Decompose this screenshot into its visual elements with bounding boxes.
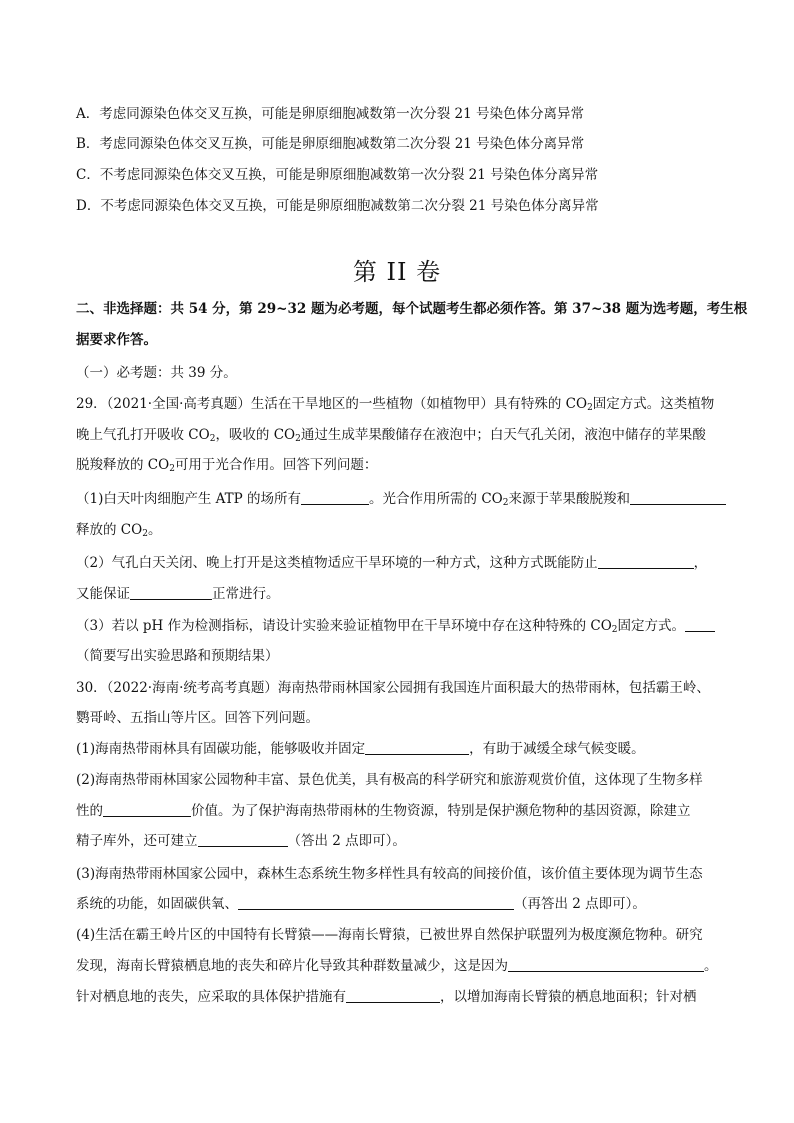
q30-part4-line2: 发现，海南长臂猿栖息地的丧失和碎片化导致其种群数量减少，这是因为 。: [76, 958, 718, 974]
q30-part2-line1: (2)海南热带雨林国家公园物种丰富、景色优美，具有极高的科学研究和旅游观赏价值，这体现了生物多样: [76, 772, 703, 788]
answer-blank[interactable]: [198, 833, 288, 847]
answer-blank[interactable]: [365, 741, 469, 755]
answer-blank[interactable]: [685, 618, 715, 632]
required-note: （一）必考题：共 39 分。: [76, 365, 237, 381]
answer-blank[interactable]: [630, 491, 726, 505]
q29-part3-line1: （3）若以 pH 作为检测指标，请设计实验来验证植物甲在干旱环境中存在这种特殊的 $CO_2$固定方式。: [76, 617, 736, 635]
answer-blank[interactable]: [103, 803, 191, 817]
q30-part3-line2: 系统的功能，如固碳供氧、 （再答出 2 点即可）。: [76, 896, 646, 912]
q29-part2-line2: 又能保证 正常进行。: [76, 586, 280, 602]
q29-part3-line2: （简要写出实验思路和预期结果）: [76, 648, 279, 664]
q30-part2-line3: 精子库外，还可建立 （答出 2 点即可）。: [76, 833, 406, 849]
q30-part4-line3: 针对栖息地的丧失，应采取的具体保护措施有 ，以增加海南长臂猿的栖息地面积；针对栖: [76, 989, 697, 1005]
answer-blank[interactable]: [301, 491, 369, 505]
option-b: B．考虑同源染色体交叉互换，可能是卵原细胞减数第二次分裂 21 号染色体分离异常: [76, 136, 585, 152]
option-c: C．不考虑同源染色体交叉互换，可能是卵原细胞减数第一次分裂 21 号染色体分离异常: [76, 167, 599, 183]
q30-part3-line1: (3)海南热带雨林国家公园中，森林生态系统生物多样性具有较高的间接价值，该价值主要体现为调节生态: [76, 866, 703, 882]
section-title: 第 II 卷: [352, 258, 442, 286]
q29-stem-line3: 脱羧释放的 $CO_2$可用于光合作用。回答下列问题：: [76, 457, 378, 474]
answer-blank[interactable]: [346, 989, 440, 1003]
section-intro-line1: 二、非选择题：共 54 分，第 29~32 题为必考题，每个试题考生都必须作答。第 37~38 题为选考题，考生根: [76, 301, 748, 317]
option-d: D．不考虑同源染色体交叉互换，可能是卵原细胞减数第二次分裂 21 号染色体分离异常: [76, 198, 599, 214]
q29-part1-line1: （1)白天叶肉细胞产生 ATP 的场所有 。光合作用所需的 $CO_2$来源于苹果酸脱羧和: [76, 490, 736, 508]
q30-part4-line1: (4)生活在霸王岭片区的中国特有长臂猿——海南长臂猿，已被世界自然保护联盟列为极度濒危物种。研究: [76, 927, 703, 943]
section-intro-line2: 据要求作答。: [76, 332, 157, 348]
q29-stem-line1: 29．（2021·全国·高考真题）生活在干旱地区的一些植物（如植物甲）具有特殊的 $CO_2$固定方式。这类植物: [76, 396, 715, 413]
answer-blank[interactable]: [238, 896, 514, 910]
q30-part1: (1)海南热带雨林具有固碳功能，能够吸收并固定 ，有助于减缓全球气候变暖。: [76, 741, 645, 757]
answer-blank[interactable]: [598, 555, 694, 569]
option-a: A．考虑同源染色体交叉互换，可能是卵原细胞减数第一次分裂 21 号染色体分离异常: [76, 106, 585, 122]
q29-part1-line2: 释放的 $CO_2$。: [76, 522, 162, 539]
q30-part2-line2: 性的 价值。为了保护海南热带雨林的生物资源，特别是保护濒危物种的基因资源，除建立: [76, 803, 691, 819]
answer-blank[interactable]: [130, 586, 212, 600]
answer-blank[interactable]: [508, 958, 704, 972]
q29-stem-line2: 晚上气孔打开吸收 $CO_2$，吸收的 $CO_2$通过生成苹果酸储存在液泡中；白天气孔关闭，液泡中储存的苹果酸: [76, 427, 706, 444]
q30-stem-line2: 鹦哥岭、五指山等片区。回答下列问题。: [76, 710, 319, 726]
q29-part2-line1: （2）气孔白天关闭、晚上打开是这类植物适应干旱环境的一种方式，这种方式既能防止 ，: [76, 555, 708, 571]
q30-stem-line1: 30．（2022·海南·统考高考真题）海南热带雨林国家公园拥有我国连片面积最大的热带雨林，包括霸王岭、: [76, 680, 710, 696]
